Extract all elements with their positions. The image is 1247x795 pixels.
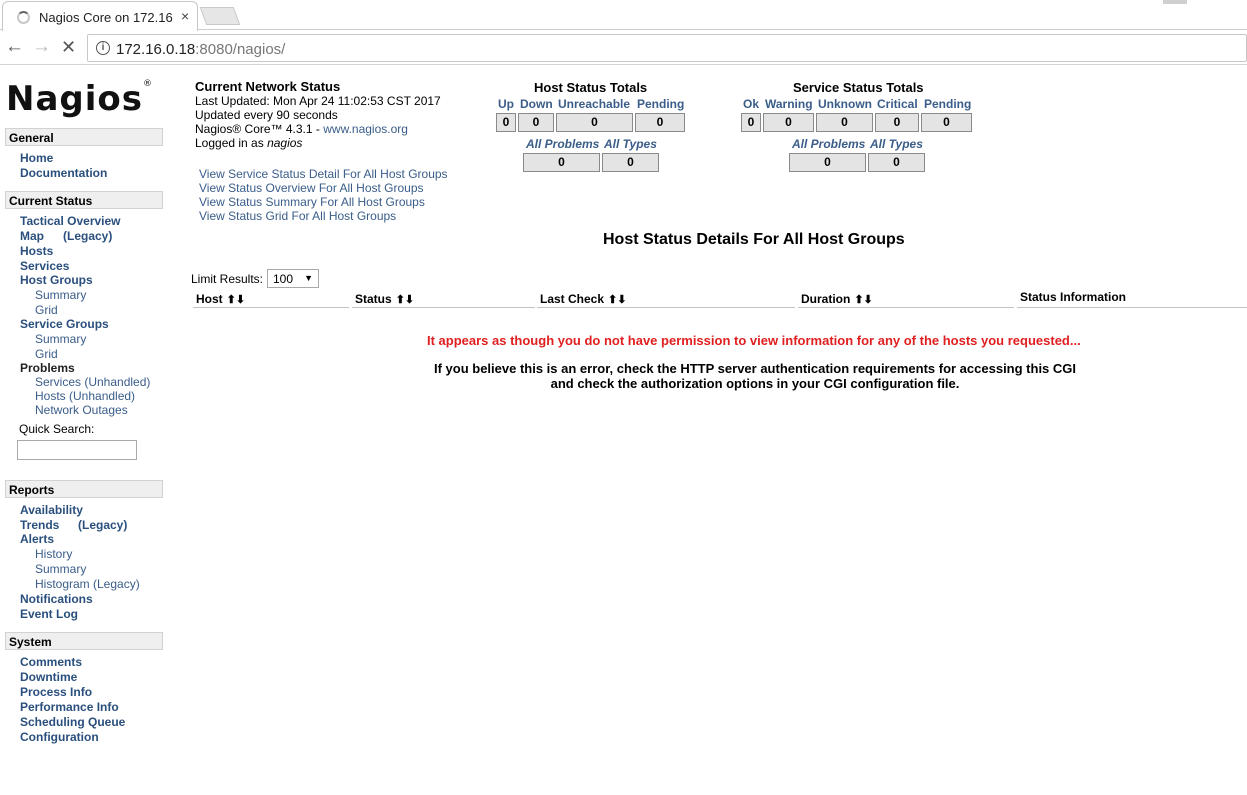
- stop-loading-icon[interactable]: ✕: [61, 37, 77, 57]
- menu-hosts[interactable]: Hosts: [20, 244, 54, 258]
- network-status-info: [195, 80, 441, 150]
- menu-problems[interactable]: Problems: [20, 361, 75, 375]
- host-all-types-count: 0: [602, 153, 659, 172]
- address-bar[interactable]: [87, 34, 1247, 62]
- service-ok-header[interactable]: Ok: [743, 97, 760, 111]
- service-all-problems-count: 0: [789, 153, 866, 172]
- error-help-text: [400, 361, 1110, 391]
- logged-in-prefix: Logged in as: [195, 136, 268, 150]
- core-version: [195, 122, 441, 136]
- window-minimize-button[interactable]: [1163, 0, 1187, 4]
- service-all-problems-header[interactable]: All Problems: [792, 137, 866, 151]
- host-up-count: 0: [496, 113, 516, 132]
- column-status-label: Status: [355, 292, 392, 306]
- menu-documentation[interactable]: Documentation: [20, 166, 108, 180]
- menu-host-groups-summary[interactable]: Summary: [35, 288, 87, 302]
- menu-process-info[interactable]: Process Info: [20, 685, 93, 699]
- permission-error-message: It appears as though you do not have permission to view information for any of the hosts you requested...: [427, 333, 1081, 348]
- logo-text: Nagios: [6, 79, 143, 119]
- column-last-check-label: Last Check: [540, 292, 605, 306]
- menu-notifications[interactable]: Notifications: [20, 592, 93, 606]
- host-unreachable-header[interactable]: Unreachable: [558, 97, 631, 111]
- host-all-problems-header[interactable]: All Problems: [526, 137, 600, 151]
- network-status-title: Current Network Status: [195, 79, 341, 94]
- status-view-links: [199, 167, 448, 223]
- quick-search-label: Quick Search:: [19, 422, 95, 436]
- menu-service-groups[interactable]: Service Groups: [20, 317, 109, 331]
- menu-tactical-overview[interactable]: Tactical Overview: [20, 214, 121, 228]
- menu-event-log[interactable]: Event Log: [20, 607, 79, 621]
- browser-toolbar: [0, 31, 1247, 65]
- column-host[interactable]: [193, 290, 349, 308]
- menu-downtime[interactable]: Downtime: [20, 670, 78, 684]
- menu-comments[interactable]: Comments: [20, 655, 83, 669]
- column-status[interactable]: [352, 290, 535, 308]
- browser-tab[interactable]: [2, 1, 198, 31]
- new-tab-button[interactable]: [200, 7, 241, 25]
- service-warning-count: 0: [763, 113, 814, 132]
- menu-alerts-history[interactable]: History: [35, 547, 73, 561]
- host-totals-title: Host Status Totals: [534, 80, 648, 95]
- limit-results-select[interactable]: [267, 269, 319, 288]
- host-up-header[interactable]: Up: [498, 97, 514, 111]
- limit-results-value: 100: [273, 272, 294, 286]
- back-arrow-icon[interactable]: ←: [5, 36, 24, 57]
- sort-arrows-icon[interactable]: ⬆⬇: [854, 294, 873, 306]
- section-reports: Reports: [5, 480, 163, 498]
- host-pending-header[interactable]: Pending: [637, 97, 685, 111]
- host-down-header[interactable]: Down: [520, 97, 553, 111]
- loading-spinner-icon: [17, 11, 30, 24]
- service-unknown-header[interactable]: Unknown: [818, 97, 872, 111]
- sort-arrows-icon[interactable]: ⬆⬇: [608, 294, 627, 306]
- error-help-line-1: If you believe this is an error, check the HTTP server authentication requirements for accessing this CGI: [433, 361, 1077, 376]
- page-title: Host Status Details For All Host Groups: [603, 231, 905, 248]
- menu-alerts-histogram[interactable]: Histogram (Legacy): [35, 577, 140, 591]
- sort-arrows-icon[interactable]: ⬆⬇: [395, 294, 415, 306]
- service-pending-count: 0: [921, 113, 972, 132]
- url-text: [116, 41, 285, 58]
- menu-scheduling-queue[interactable]: Scheduling Queue: [20, 715, 126, 729]
- service-ok-count: 0: [741, 113, 761, 132]
- column-duration[interactable]: [798, 290, 1014, 308]
- update-interval: Updated every 90 seconds: [195, 108, 338, 122]
- link-status-summary[interactable]: View Status Summary For All Host Groups: [199, 195, 425, 209]
- host-pending-count: 0: [635, 113, 685, 132]
- url-host: 172.16.0.18: [116, 41, 196, 58]
- menu-availability[interactable]: Availability: [20, 503, 83, 517]
- menu-performance-info[interactable]: Performance Info: [20, 700, 119, 714]
- section-general: General: [5, 128, 163, 146]
- menu-map-legacy[interactable]: (Legacy): [63, 229, 113, 243]
- service-all-types-count: 0: [868, 153, 925, 172]
- logo-registered-mark: ®: [143, 78, 153, 89]
- service-unknown-count: 0: [816, 113, 873, 132]
- service-pending-header[interactable]: Pending: [924, 97, 972, 111]
- menu-alerts-summary[interactable]: Summary: [35, 562, 87, 576]
- section-system: System: [5, 632, 163, 650]
- url-path: :8080/nagios/: [195, 41, 286, 58]
- last-updated: Last Updated: Mon Apr 24 11:02:53 CST 2017: [195, 94, 441, 108]
- column-status-information: [1017, 290, 1247, 308]
- menu-home[interactable]: Home: [20, 151, 54, 165]
- tab-title: Nagios Core on 172.16: [39, 10, 173, 25]
- menu-configuration[interactable]: Configuration: [20, 730, 99, 744]
- link-service-status-detail[interactable]: View Service Status Detail For All Host Groups: [199, 167, 448, 181]
- column-host-label: Host: [196, 292, 223, 306]
- service-warning-header[interactable]: Warning: [765, 97, 813, 111]
- menu-map[interactable]: Map: [20, 229, 44, 243]
- service-totals-title: Service Status Totals: [793, 80, 924, 95]
- host-down-count: 0: [518, 113, 554, 132]
- menu-service-groups-grid[interactable]: Grid: [35, 347, 58, 361]
- nagios-org-link[interactable]: www.nagios.org: [323, 122, 408, 136]
- column-last-check[interactable]: [537, 290, 795, 308]
- link-status-grid[interactable]: View Status Grid For All Host Groups: [199, 209, 397, 223]
- browser-tabstrip: [0, 0, 1247, 30]
- link-status-overview[interactable]: View Status Overview For All Host Groups: [199, 181, 424, 195]
- error-help-line-2: and check the authorization options in your CGI configuration file.: [550, 376, 960, 391]
- column-duration-label: Duration: [801, 292, 851, 306]
- core-version-text: Nagios® Core™ 4.3.1 -: [195, 122, 324, 136]
- service-critical-count: 0: [875, 113, 919, 132]
- tab-close-icon[interactable]: ×: [181, 8, 190, 24]
- logged-in-user: nagios: [267, 136, 303, 150]
- service-critical-header[interactable]: Critical: [877, 97, 918, 111]
- menu-alerts[interactable]: Alerts: [20, 532, 55, 546]
- menu-host-groups-grid[interactable]: Grid: [35, 303, 58, 317]
- menu-services[interactable]: Services: [20, 259, 70, 273]
- menu-host-groups[interactable]: Host Groups: [20, 273, 93, 287]
- column-status-information-label: Status Information: [1020, 290, 1127, 304]
- limit-results-label: Limit Results:: [191, 272, 264, 286]
- section-current-status: Current Status: [5, 191, 163, 209]
- nagios-logo[interactable]: [6, 79, 153, 119]
- forward-arrow-icon[interactable]: →: [32, 36, 51, 57]
- sort-arrows-icon[interactable]: ⬆⬇: [226, 294, 246, 306]
- quick-search-input[interactable]: [17, 440, 137, 460]
- host-all-problems-count: 0: [523, 153, 600, 172]
- menu-network-outages[interactable]: Network Outages: [35, 403, 128, 417]
- menu-services-unhandled[interactable]: Services (Unhandled): [35, 375, 151, 389]
- site-info-icon[interactable]: i: [96, 41, 110, 55]
- service-all-types-header[interactable]: All Types: [870, 137, 923, 151]
- chevron-down-icon: ▼: [304, 273, 313, 283]
- host-unreachable-count: 0: [556, 113, 633, 132]
- menu-trends[interactable]: Trends: [20, 518, 60, 532]
- menu-hosts-unhandled[interactable]: Hosts (Unhandled): [35, 389, 136, 403]
- menu-service-groups-summary[interactable]: Summary: [35, 332, 87, 346]
- logged-in-as: [195, 136, 441, 150]
- menu-trends-legacy[interactable]: (Legacy): [78, 518, 128, 532]
- host-all-types-header[interactable]: All Types: [604, 137, 657, 151]
